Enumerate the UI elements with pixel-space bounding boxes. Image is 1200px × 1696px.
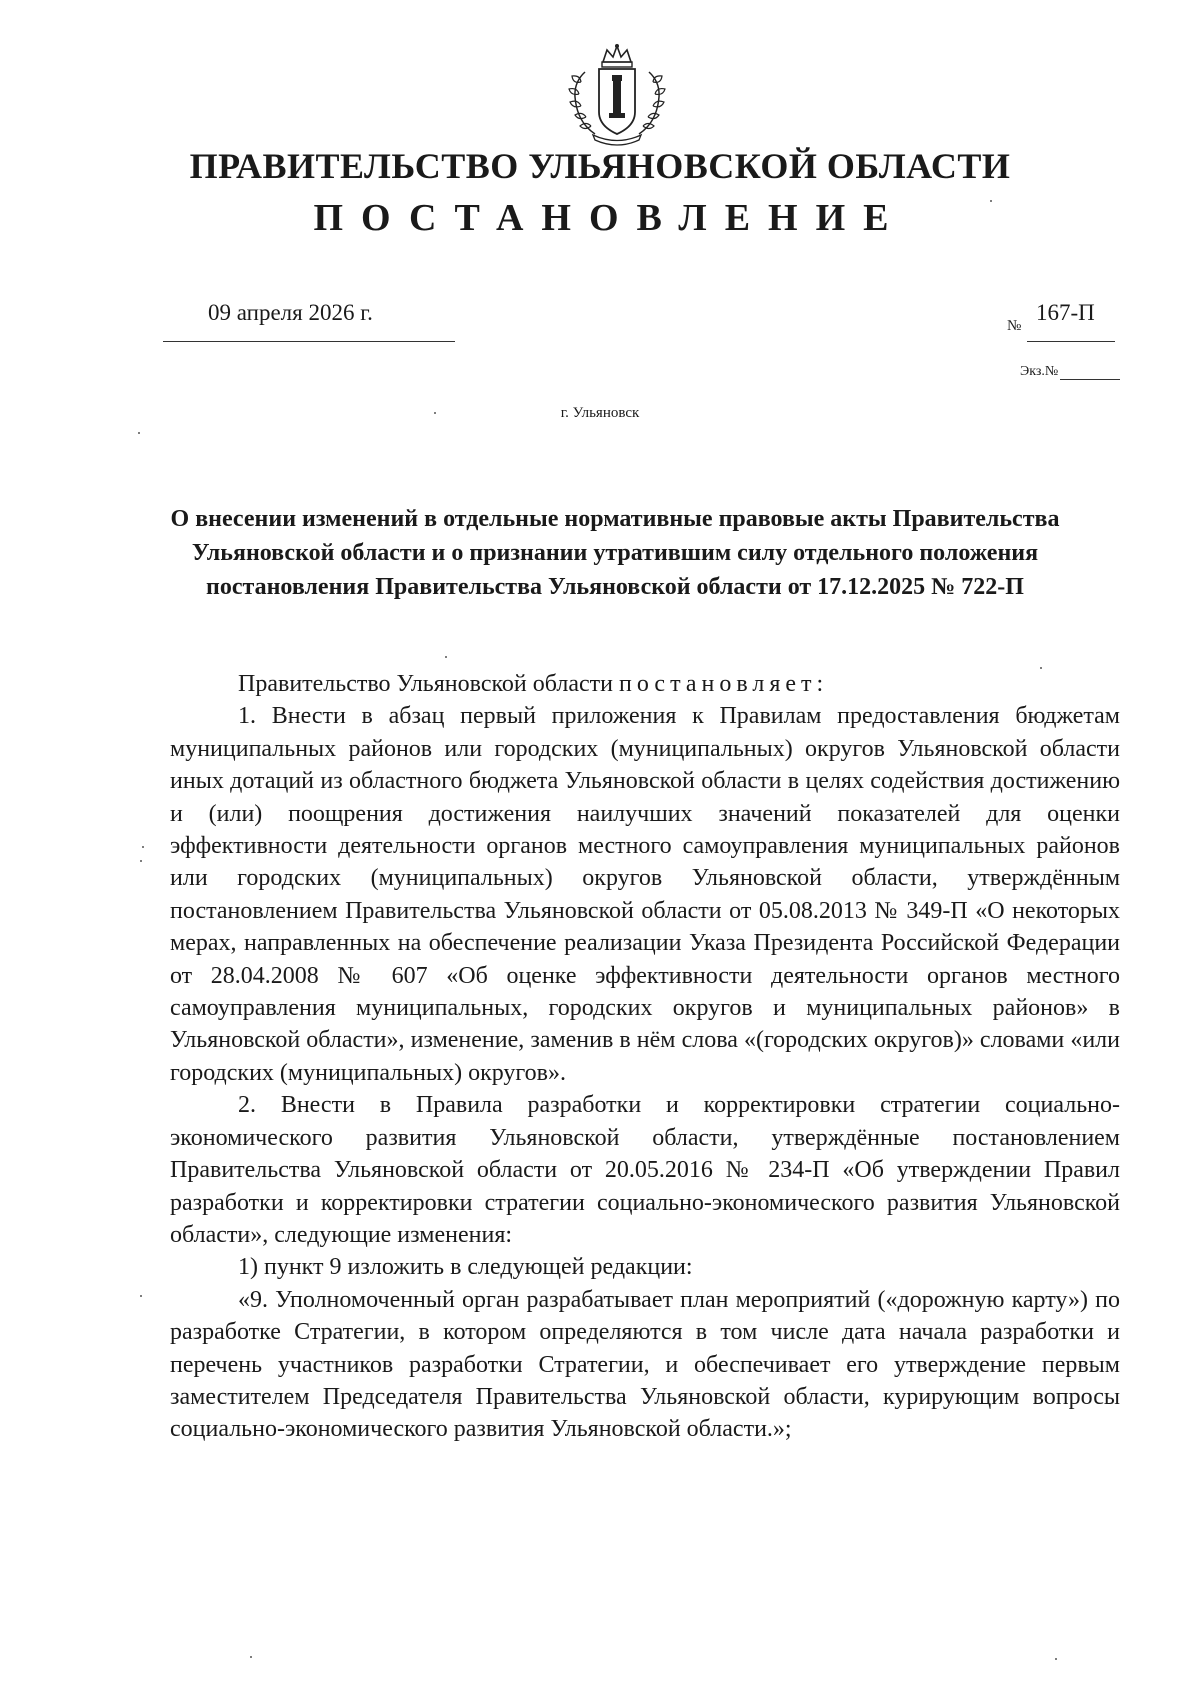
scan-speck xyxy=(138,432,140,434)
scan-speck xyxy=(250,1656,252,1658)
date-underline xyxy=(163,341,455,342)
document-title: О внесении изменений в отдельные нормативные правовые акты Правительства Ульяновской области и о признании утратившим силу отдельного положения постановления Правительства Ульяновской области от 17.12.2025 № 722-П xyxy=(170,506,1060,600)
scan-speck xyxy=(140,1295,142,1297)
number-label: № xyxy=(1007,318,1022,334)
government-name: ПРАВИТЕЛЬСТВО УЛЬЯНОВСКОЙ ОБЛАСТИ xyxy=(189,146,1011,186)
document-kind: ПОСТАНОВЛЕНИЕ xyxy=(313,197,907,239)
document-body xyxy=(170,668,1120,1446)
copy-number-underline xyxy=(1060,379,1120,380)
city: г. Ульяновск xyxy=(560,405,640,421)
coat-of-arms-icon xyxy=(557,42,677,147)
preamble xyxy=(170,668,1120,700)
copy-number-label: Экз.№ xyxy=(1020,364,1059,379)
document-date: 09 апреля 2026 г. xyxy=(208,300,373,325)
scan-speck xyxy=(142,846,144,848)
scan-speck xyxy=(990,200,992,202)
scan-speck xyxy=(434,412,436,414)
scan-speck xyxy=(140,860,142,862)
number-underline xyxy=(1027,341,1115,342)
paragraph-2-subitem-1: 1) пункт 9 изложить в следующей редакции: xyxy=(238,1254,693,1281)
document-number: 167-П xyxy=(1036,300,1095,325)
scan-speck xyxy=(1055,1658,1057,1660)
paragraph-2-quote: «9. Уполномоченный орган разрабатывает план мероприятий («дорожную карту») по разработке Стратегии, в котором определяются в том числе дата начала разработки и перечень участников разработки Стратегии, и обеспечивает его утверждение первым заместителем Председателя Правительства Ульяновской области, курирующим вопросы социально-экономического развития Ульяновской области.»; xyxy=(170,1286,1120,1443)
scan-speck xyxy=(1040,667,1042,669)
preamble-verb: постановляет: xyxy=(618,671,829,697)
preamble-text: Правительство Ульяновской области xyxy=(238,671,619,697)
scan-speck xyxy=(445,656,447,658)
paragraph-2: 2. Внести в Правила разработки и корректировки стратегии социально-экономического развития Ульяновской области, утверждённые постановлением Правительства Ульяновской области от 20.05.2016 № 234-П «Об утверждении Правил разработки и корректировки стратегии социально-экономического развития Ульяновской области», следующие изменения: xyxy=(170,1092,1120,1248)
paragraph-1: 1. Внести в абзац первый приложения к Правилам предоставления бюджетам муниципальных районов или городских (муниципальных) округов Ульяновской области иных дотаций из областного бюджета Ульяновской области в целях содействия достижению и (или) поощрения достижения наилучших значений показателей для оценки эффективности деятельности органов местного самоуправления муниципальных районов или городских (муниципальных) округов Ульяновской области, утверждённым постановлением Правительства Ульяновской области от 05.08.2013 № 349-П «О некоторых мерах, направленных на обеспечение реализации Указа Президента Российской Федерации от 28.04.2008 № 607 «Об оценке эффективности деятельности органов местного самоуправления муниципальных, городских округов и муниципальных районов» в Ульяновской области», изменение, заменив в нём слова «(городских округов)» словами «или городских (муниципальных) округов». xyxy=(170,703,1120,1086)
